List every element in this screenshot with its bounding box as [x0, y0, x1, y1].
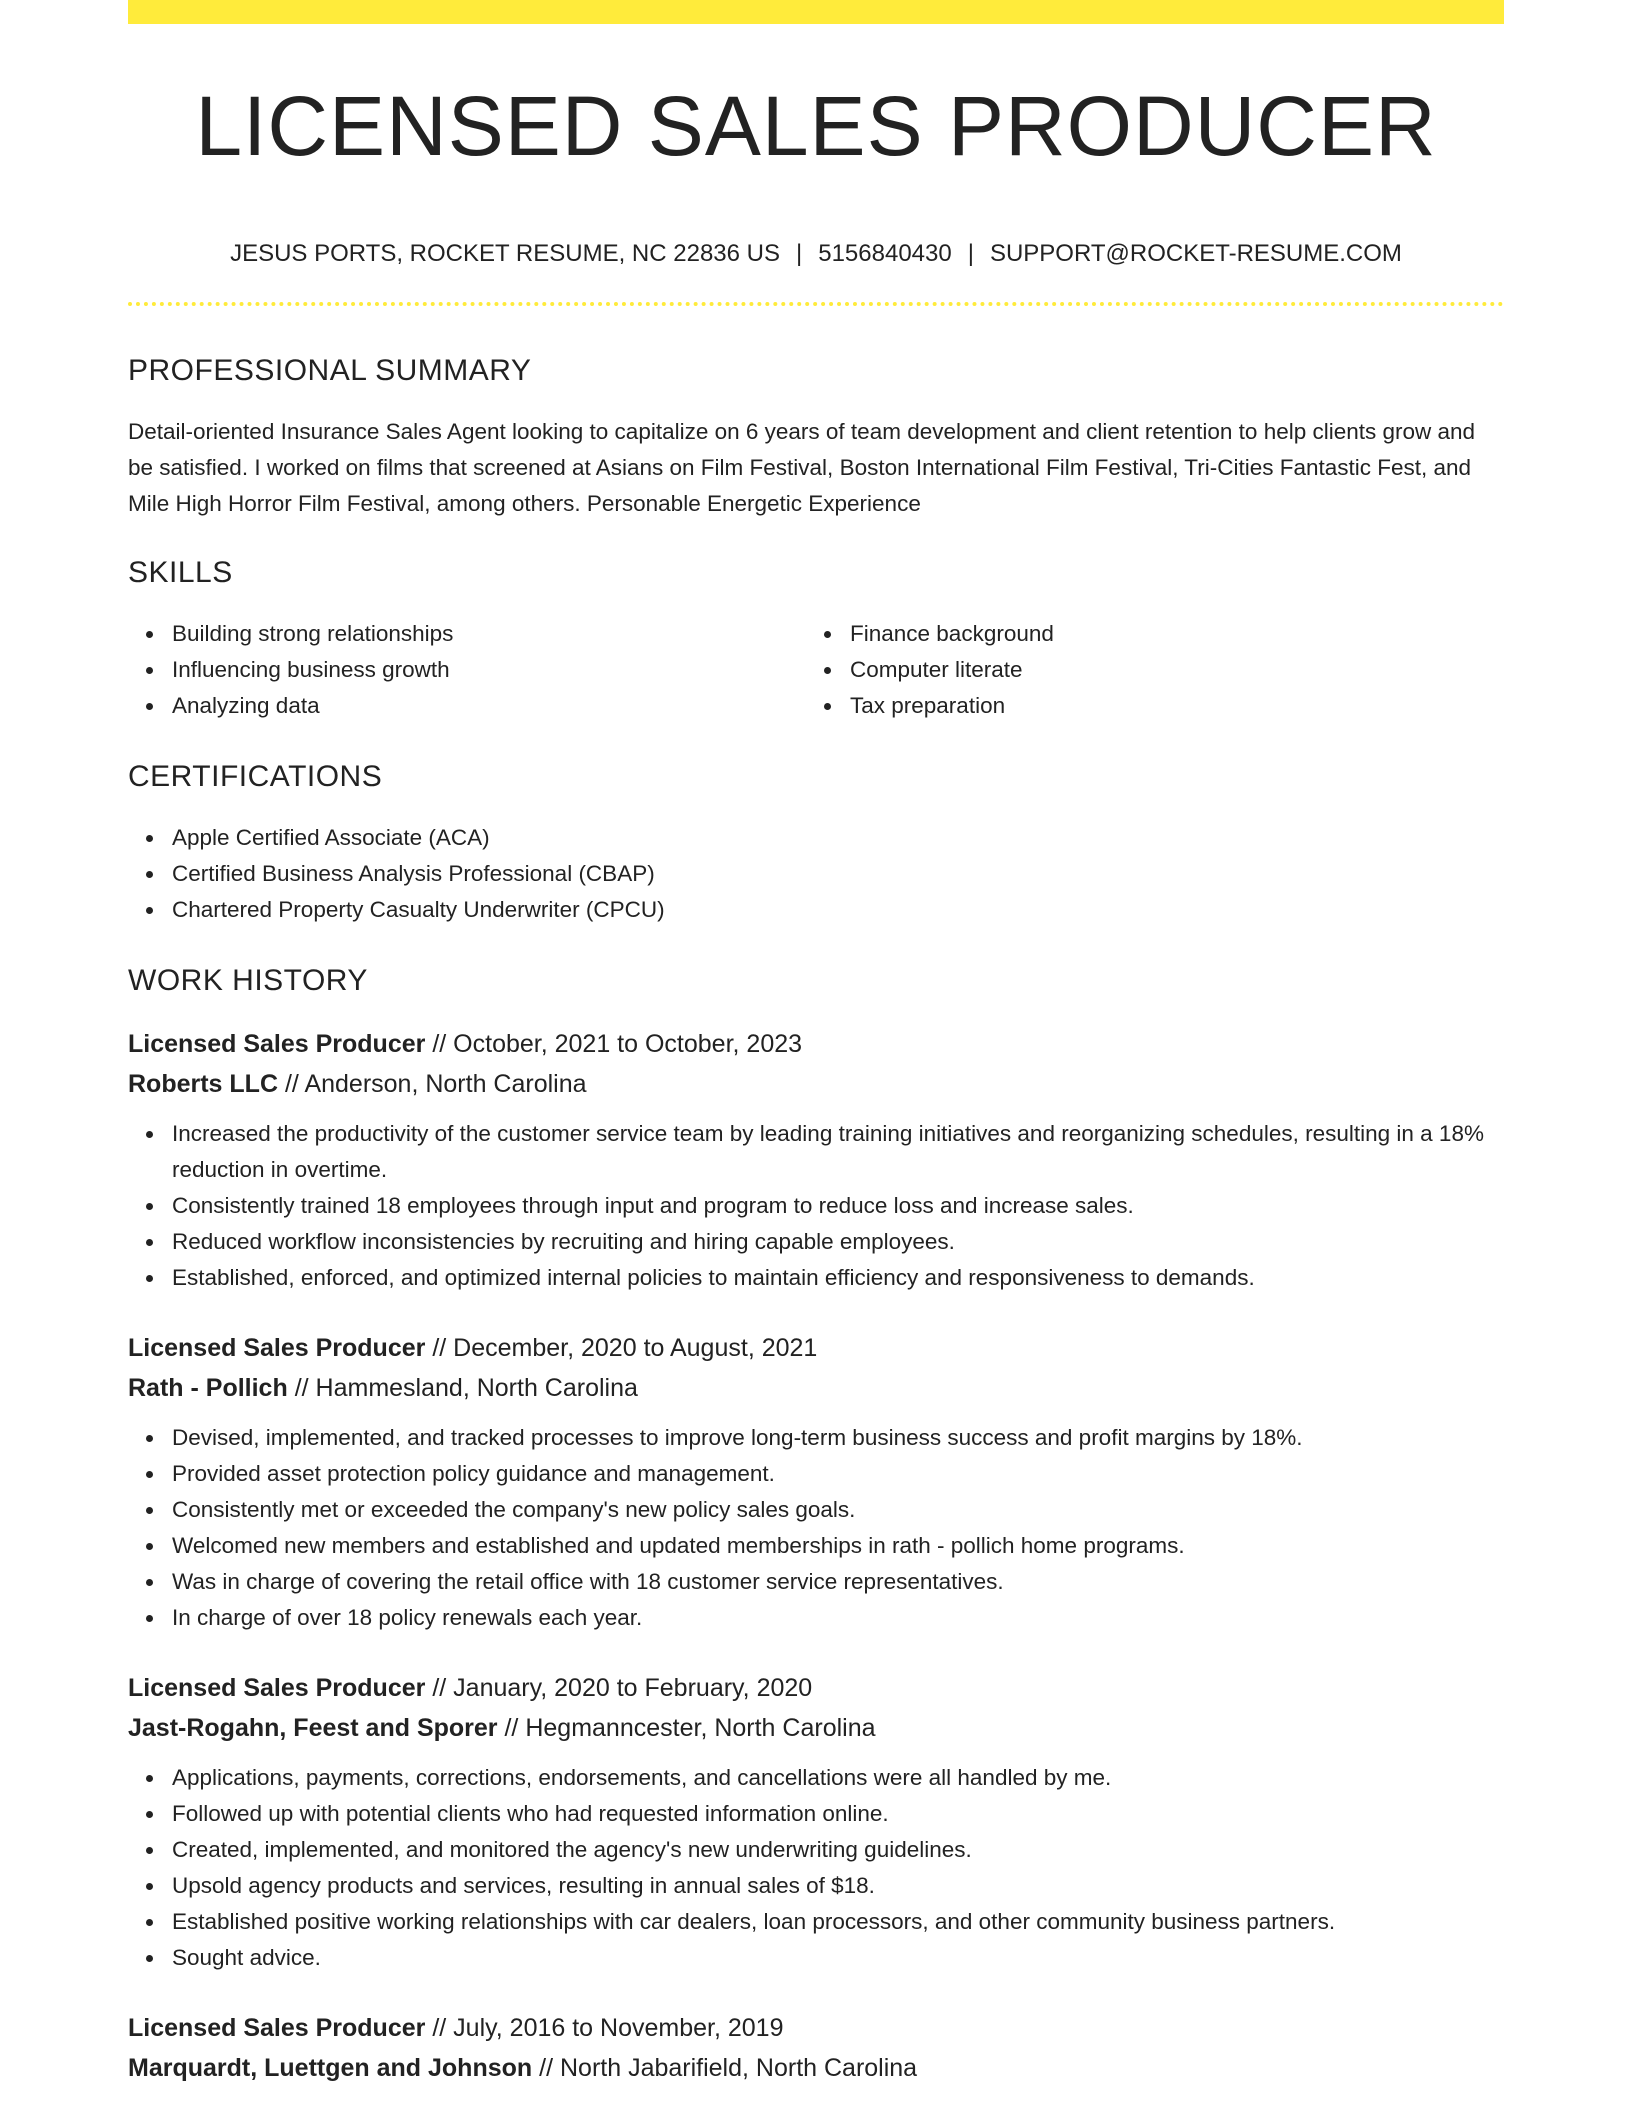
- contact-email: SUPPORT@ROCKET-RESUME.COM: [989, 240, 1402, 267]
- job-divider: //: [432, 1334, 447, 1362]
- job-title: Licensed Sales Producer: [128, 2014, 426, 2042]
- job-divider: //: [432, 1674, 447, 1702]
- job-company-line: [128, 1368, 1504, 1408]
- job-bullet: Reduced workflow inconsistencies by recruiting and hiring capable employees.: [172, 1224, 1504, 1260]
- contact-separator: |: [967, 240, 974, 267]
- certification-item: Certified Business Analysis Professional (CBAP): [172, 856, 1504, 892]
- skill-item: Influencing business growth: [172, 652, 806, 688]
- certifications-list: [128, 820, 1504, 928]
- job-bullet: Created, implemented, and monitored the agency's new underwriting guidelines.: [172, 1832, 1504, 1868]
- job-location: Hammesland, North Carolina: [315, 1374, 638, 1402]
- job-location: Hegmanncester, North Carolina: [525, 1714, 876, 1742]
- summary-heading: PROFESSIONAL SUMMARY: [128, 354, 532, 387]
- job-bullet: Followed up with potential clients who had requested information online.: [172, 1796, 1504, 1832]
- contact-address: JESUS PORTS, ROCKET RESUME, NC 22836 US: [230, 240, 780, 267]
- skill-item: Building strong relationships: [172, 616, 806, 652]
- skill-item: Analyzing data: [172, 688, 806, 724]
- contact-separator: |: [796, 240, 803, 267]
- skills-heading: SKILLS: [128, 556, 233, 589]
- job-bullet: Established, enforced, and optimized internal policies to maintain efficiency and responsiveness to demands.: [172, 1260, 1504, 1296]
- dotted-divider: [128, 302, 1504, 306]
- contact-phone: 5156840430: [818, 240, 952, 267]
- job-bullet: Sought advice.: [172, 1940, 1504, 1976]
- job-bullets: [128, 1760, 1504, 1976]
- job-dates: December, 2020 to August, 2021: [453, 1334, 818, 1362]
- job-title-line: [128, 1024, 1504, 1064]
- skills-list-left: [128, 616, 806, 724]
- certification-item: Apple Certified Associate (ACA): [172, 820, 1504, 856]
- job-dates: October, 2021 to October, 2023: [453, 1030, 803, 1058]
- certification-item: Chartered Property Casualty Underwriter (CPCU): [172, 892, 1504, 928]
- work-history-heading: WORK HISTORY: [128, 964, 368, 997]
- job-title: Licensed Sales Producer: [128, 1674, 426, 1702]
- job-entry: [128, 1668, 1504, 1976]
- job-company-line: [128, 1064, 1504, 1104]
- job-divider: //: [284, 1070, 299, 1098]
- skills-grid: [128, 616, 1504, 724]
- skills-list-right: [806, 616, 1484, 724]
- job-bullet: In charge of over 18 policy renewals each year.: [172, 1600, 1504, 1636]
- job-bullet: Established positive working relationships with car dealers, loan processors, and other community business partners.: [172, 1904, 1504, 1940]
- job-title-line: [128, 1668, 1504, 1708]
- skill-item: Tax preparation: [850, 688, 1484, 724]
- job-bullets: [128, 1116, 1504, 1296]
- resume-title: LICENSED SALES PRODUCER: [195, 79, 1437, 173]
- resume-page: [128, 0, 1504, 2088]
- job-dates: January, 2020 to February, 2020: [453, 1674, 813, 1702]
- job-divider: //: [294, 1374, 309, 1402]
- skill-item: Finance background: [850, 616, 1484, 652]
- job-company-line: [128, 2048, 1504, 2088]
- job-title-line: [128, 1328, 1504, 1368]
- job-divider: //: [539, 2054, 554, 2082]
- job-bullets: [128, 1420, 1504, 1636]
- job-bullet: Devised, implemented, and tracked processes to improve long-term business success and profit margins by 18%.: [172, 1420, 1504, 1456]
- job-bullet: Was in charge of covering the retail office with 18 customer service representatives.: [172, 1564, 1504, 1600]
- job-title: Licensed Sales Producer: [128, 1334, 426, 1362]
- job-company: Jast-Rogahn, Feest and Sporer: [128, 1714, 498, 1742]
- job-company: Roberts LLC: [128, 1070, 278, 1098]
- job-title-line: [128, 2008, 1504, 2048]
- contact-line: [128, 242, 1504, 266]
- job-bullet: Welcomed new members and established and updated memberships in rath - pollich home programs.: [172, 1528, 1504, 1564]
- job-location: North Jabarifield, North Carolina: [559, 2054, 918, 2082]
- job-bullet: Consistently trained 18 employees through input and program to reduce loss and increase sales.: [172, 1188, 1504, 1224]
- job-entry: [128, 2008, 1504, 2088]
- job-location: Anderson, North Carolina: [304, 1070, 587, 1098]
- skill-item: Computer literate: [850, 652, 1484, 688]
- job-dates: July, 2016 to November, 2019: [453, 2014, 784, 2042]
- job-entry: [128, 1328, 1504, 1636]
- accent-top-bar: [128, 0, 1504, 24]
- job-bullet: Consistently met or exceeded the company's new policy sales goals.: [172, 1492, 1504, 1528]
- summary-text: Detail-oriented Insurance Sales Agent looking to capitalize on 6 years of team development and client retention to help clients grow and be satisfied. I worked on films that screened at Asians on Film Festival, Boston International Film Festival, Tri-Cities Fantastic Fest, and Mile High Horror Film Festival, among others. Personable Energetic Experience: [128, 419, 1476, 516]
- job-divider: //: [432, 2014, 447, 2042]
- job-entry: [128, 1024, 1504, 1296]
- job-company: Rath - Pollich: [128, 1374, 288, 1402]
- job-bullet: Upsold agency products and services, resulting in annual sales of $18.: [172, 1868, 1504, 1904]
- certifications-heading: CERTIFICATIONS: [128, 760, 383, 793]
- job-divider: //: [432, 1030, 447, 1058]
- job-bullet: Increased the productivity of the customer service team by leading training initiatives and reorganizing schedules, resulting in a 18% reduction in overtime.: [172, 1116, 1504, 1188]
- job-divider: //: [504, 1714, 519, 1742]
- job-bullet: Provided asset protection policy guidance and management.: [172, 1456, 1504, 1492]
- job-bullet: Applications, payments, corrections, endorsements, and cancellations were all handled by me.: [172, 1760, 1504, 1796]
- job-company-line: [128, 1708, 1504, 1748]
- job-company: Marquardt, Luettgen and Johnson: [128, 2054, 533, 2082]
- job-title: Licensed Sales Producer: [128, 1030, 426, 1058]
